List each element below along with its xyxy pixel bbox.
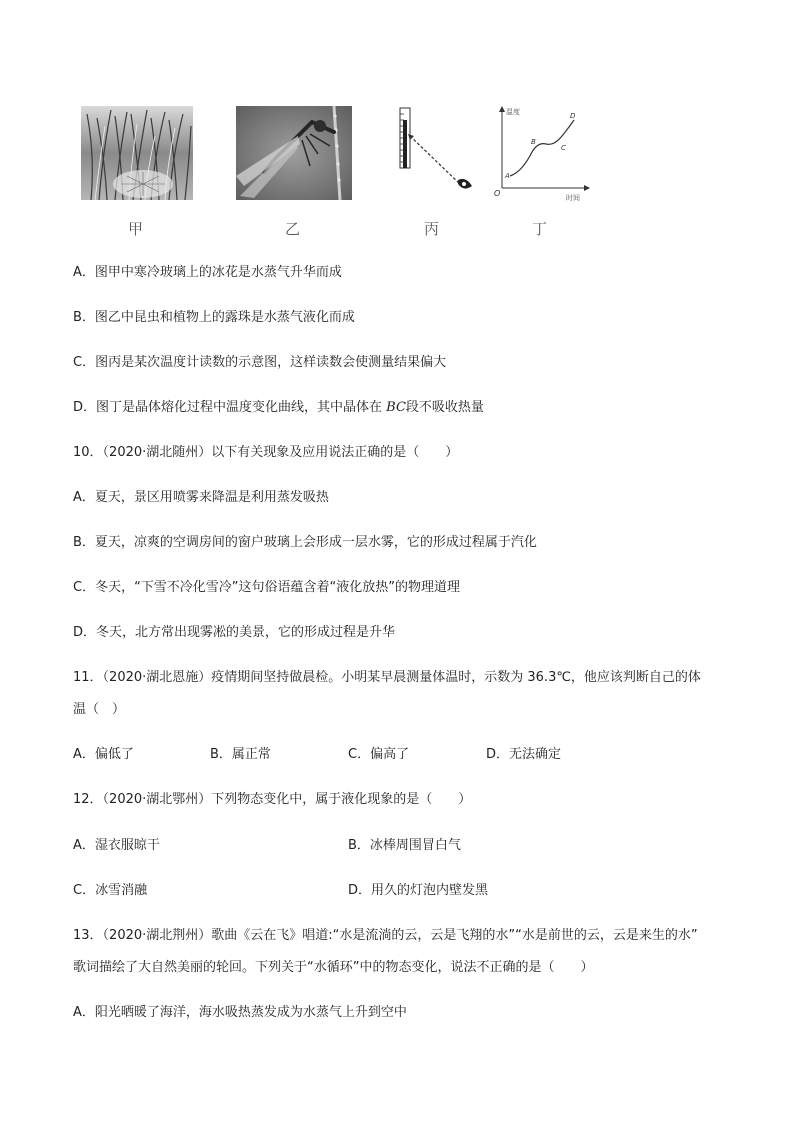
temperature-time-graph	[492, 106, 592, 206]
figure-row	[0, 106, 794, 236]
q12-option-c: C．冰雪消融	[73, 883, 148, 898]
q11-stem-line1: 11．（2020·湖北恩施）疫情期间坚持做晨检。小明某早晨测量体温时，示数为 36.3℃，他应该判断自己的体	[73, 670, 701, 685]
q13-stem-line1: 13．（2020·湖北荆州）歌曲《云在飞》唱道:“水是流淌的云，云是飞翔的水”“水是前世的云，云是来生的水”	[73, 928, 698, 943]
q11-stem-line2: 温（ ）	[73, 702, 126, 717]
q11-option-b: B．属正常	[210, 747, 271, 762]
q9-option-d	[73, 398, 484, 418]
q12-option-d: D．用久的灯泡内壁发黑	[348, 883, 489, 898]
q10-option-d: D．冬天，北方常出现雾凇的美景，它的形成过程是升华	[73, 625, 396, 640]
q13-stem-line2: 歌词描绘了大自然美丽的轮回。下列关于“水循环”中的物态变化，说法不正确的是（ ）	[73, 960, 594, 975]
q9-option-d-suffix: 段不吸收热量	[405, 400, 484, 415]
q13-option-a: A．阳光晒暖了海洋，海水吸热蒸发成为水蒸气上升到空中	[73, 1005, 407, 1020]
graph-x-label: 时间	[566, 194, 580, 202]
q12-option-a: A．湿衣服晾干	[73, 838, 160, 853]
q11-option-c: C．偏高了	[348, 747, 410, 762]
caption-bing: 丙	[424, 220, 440, 238]
frost-photo	[81, 106, 193, 200]
graph-y-label: 温度	[506, 108, 520, 116]
q9-option-c: C．图丙是某次温度计读数的示意图，这样读数会使测量结果偏大	[73, 355, 447, 370]
thermometer-diagram	[392, 106, 478, 200]
caption-jia: 甲	[128, 220, 144, 238]
caption-ding: 丁	[532, 220, 548, 238]
graph-point-a: A	[505, 172, 510, 180]
q9-option-a: A．图甲中寒冷玻璃上的冰花是水蒸气升华而成	[73, 265, 342, 280]
q10-stem: 10．（2020·湖北随州）以下有关现象及应用说法正确的是（ ）	[73, 445, 459, 460]
graph-origin-label: O	[494, 189, 501, 198]
q11-option-d: D．无法确定	[486, 747, 562, 762]
graph-point-b: B	[531, 138, 536, 146]
q10-option-c: C．冬天，“下雪不冷化雪冷”这句俗语蕴含着“液化放热”的物理道理	[73, 580, 461, 595]
q11-option-a: A．偏低了	[73, 747, 134, 762]
q10-option-a: A．夏天，景区用喷雾来降温是利用蒸发吸热	[73, 490, 329, 505]
q10-option-b: B．夏天，凉爽的空调房间的窗户玻璃上会形成一层水雾，它的形成过程属于汽化	[73, 535, 537, 550]
dragonfly-dew-photo	[236, 106, 352, 200]
q12-stem: 12．（2020·湖北鄂州）下列物态变化中，属于液化现象的是（ ）	[73, 792, 472, 807]
q12-option-b: B．冰棒周围冒白气	[348, 838, 461, 853]
q9-option-d-prefix: D．图丁是晶体熔化过程中温度变化曲线，其中晶体在	[73, 400, 387, 415]
caption-yi: 乙	[285, 220, 301, 238]
q9-option-b: B．图乙中昆虫和植物上的露珠是水蒸气液化而成	[73, 310, 355, 325]
graph-point-c: C	[561, 144, 566, 152]
q9-option-d-segment: BC	[386, 400, 406, 415]
graph-point-d: D	[570, 112, 576, 120]
